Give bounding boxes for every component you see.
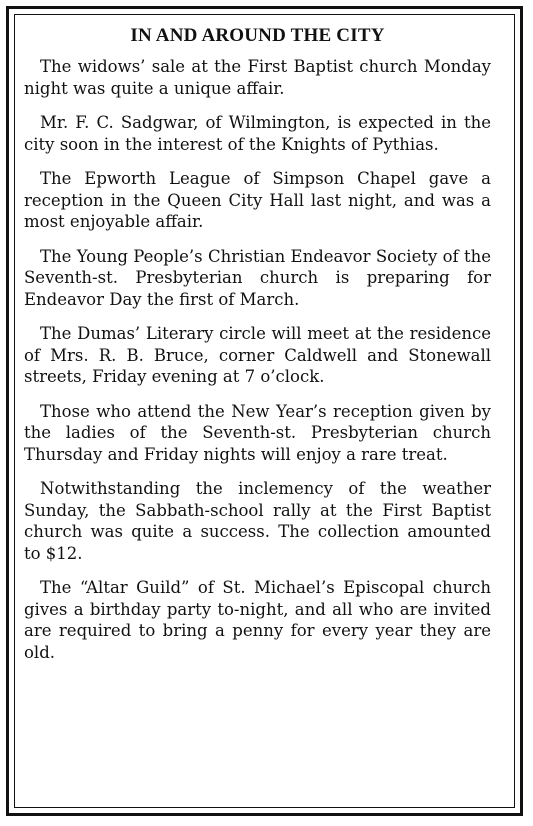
news-item: Those who attend the New Year’s reception given by the ladies of the Seventh-st. Presbyterian church Thursday and Friday nights will enjoy a rare treat. — [24, 401, 491, 464]
news-column — [24, 24, 491, 676]
news-item: The Dumas’ Literary circle will meet at the residence of Mrs. R. B. Bruce, corner Caldwell and Stonewall streets, Friday evening at 7 o’clock. — [24, 324, 491, 386]
news-item: The Epworth League of Simpson Chapel gave a reception in the Queen City Hall last night, and was a most enjoyable affair. — [24, 169, 491, 231]
news-item: Notwithstanding the inclemency of the weather Sunday, the Sabbath-school rally at the First Baptist church was quite a success. The collection amounted to $12. — [24, 479, 491, 563]
headline: IN AND AROUND THE CITY — [130, 25, 385, 46]
news-items — [24, 56, 491, 663]
news-item: Mr. F. C. Sadgwar, of Wilmington, is expected in the city soon in the interest of the Knights of Pythias. — [24, 113, 491, 154]
news-item: The “Altar Guild” of St. Michael’s Episcopal church gives a birthday party to-night, and all who are invited are required to bring a penny for every year they are old. — [24, 578, 491, 662]
news-item: The Young People’s Christian Endeavor Society of the Seventh-st. Presbyterian church is preparing for Endeavor Day the first of March. — [24, 246, 491, 309]
news-item: The widows’ sale at the First Baptist church Monday night was quite a unique affair. — [24, 57, 491, 98]
